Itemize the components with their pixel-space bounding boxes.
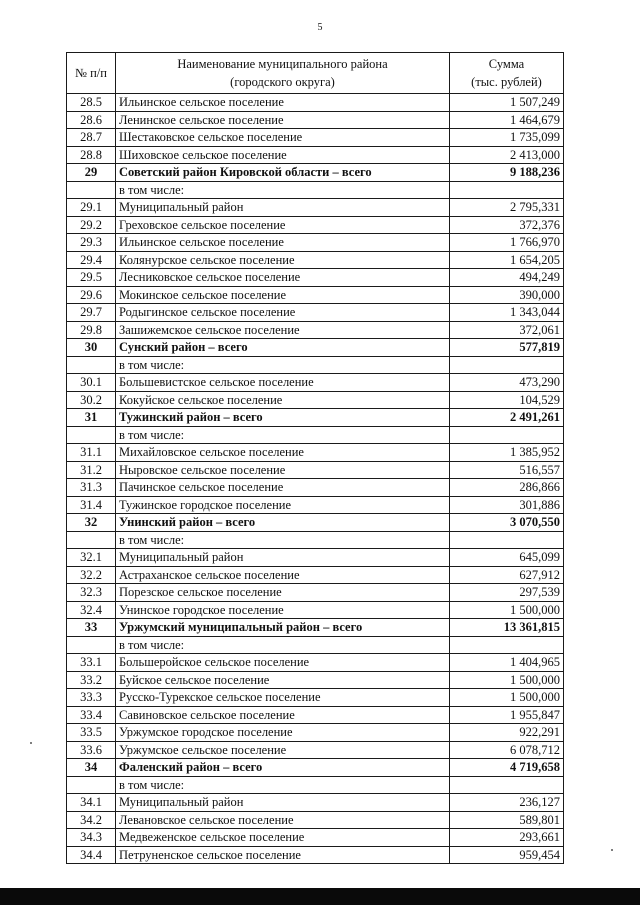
row-number: 29.3	[67, 234, 116, 252]
row-sum: 372,376	[450, 216, 564, 234]
row-name: Буйское сельское поселение	[116, 671, 450, 689]
table-row	[67, 794, 564, 812]
row-number: 29.7	[67, 304, 116, 322]
row-sum: 1 385,952	[450, 444, 564, 462]
row-sum: 13 361,815	[450, 619, 564, 637]
table-row	[67, 829, 564, 847]
row-name: Русско-Турекское сельское поселение	[116, 689, 450, 707]
row-sum: 645,099	[450, 549, 564, 567]
row-name: Сунский район – всего	[116, 339, 450, 357]
row-sum: 2 795,331	[450, 199, 564, 217]
table-row	[67, 636, 564, 654]
table-row	[67, 531, 564, 549]
header-sum-line2: (тыс. рублей)	[471, 75, 542, 89]
row-name: Ныровское сельское поселение	[116, 461, 450, 479]
row-number: 31.2	[67, 461, 116, 479]
row-name: в том числе:	[116, 531, 450, 549]
row-number: 33	[67, 619, 116, 637]
row-name: Фаленский район – всего	[116, 759, 450, 777]
row-name: Петруненское сельское поселение	[116, 846, 450, 864]
table-row	[67, 391, 564, 409]
row-sum	[450, 776, 564, 794]
row-number: 32	[67, 514, 116, 532]
row-sum: 589,801	[450, 811, 564, 829]
table-row	[67, 286, 564, 304]
table-row	[67, 549, 564, 567]
row-name: Лесниковское сельское поселение	[116, 269, 450, 287]
row-name: Астраханское сельское поселение	[116, 566, 450, 584]
row-name: Унинское городское поселение	[116, 601, 450, 619]
row-number: 29.2	[67, 216, 116, 234]
row-name: Родыгинское сельское поселение	[116, 304, 450, 322]
row-name: Уржумский муниципальный район – всего	[116, 619, 450, 637]
row-sum: 494,249	[450, 269, 564, 287]
table-row	[67, 601, 564, 619]
table-body	[67, 94, 564, 864]
table-row-total	[67, 514, 564, 532]
table-row	[67, 496, 564, 514]
row-number: 34.2	[67, 811, 116, 829]
row-sum: 372,061	[450, 321, 564, 339]
row-name: в том числе:	[116, 181, 450, 199]
row-name: в том числе:	[116, 356, 450, 374]
row-number: 33.6	[67, 741, 116, 759]
row-name: Большевистское сельское поселение	[116, 374, 450, 392]
row-name: Михайловское сельское поселение	[116, 444, 450, 462]
table-row-total	[67, 164, 564, 182]
row-name: Унинский район – всего	[116, 514, 450, 532]
row-number: 31	[67, 409, 116, 427]
row-number: 30.1	[67, 374, 116, 392]
row-sum: 1 766,970	[450, 234, 564, 252]
row-number: 28.7	[67, 129, 116, 147]
row-sum: 516,557	[450, 461, 564, 479]
table-row	[67, 741, 564, 759]
table-row	[67, 251, 564, 269]
row-number: 34.3	[67, 829, 116, 847]
row-sum: 2 491,261	[450, 409, 564, 427]
row-number: 29.5	[67, 269, 116, 287]
row-number: 33.5	[67, 724, 116, 742]
header-name	[116, 53, 450, 94]
header-name-line2: (городского округа)	[230, 75, 335, 89]
row-number: 33.3	[67, 689, 116, 707]
row-name: Ильинское сельское поселение	[116, 234, 450, 252]
row-number: 33.4	[67, 706, 116, 724]
row-sum: 1 955,847	[450, 706, 564, 724]
row-sum: 627,912	[450, 566, 564, 584]
table-row	[67, 146, 564, 164]
row-name: Колянурское сельское поселение	[116, 251, 450, 269]
table-row	[67, 689, 564, 707]
row-number: 34.1	[67, 794, 116, 812]
table-row	[67, 356, 564, 374]
row-number	[67, 426, 116, 444]
table-row	[67, 461, 564, 479]
row-name: Муниципальный район	[116, 549, 450, 567]
row-number: 29	[67, 164, 116, 182]
row-sum: 4 719,658	[450, 759, 564, 777]
table-row	[67, 706, 564, 724]
row-sum: 301,886	[450, 496, 564, 514]
row-name: Ленинское сельское поселение	[116, 111, 450, 129]
row-number: 34.4	[67, 846, 116, 864]
row-number	[67, 636, 116, 654]
row-sum: 236,127	[450, 794, 564, 812]
row-sum	[450, 531, 564, 549]
table-row	[67, 566, 564, 584]
row-number: 34	[67, 759, 116, 777]
row-name: Савиновское сельское поселение	[116, 706, 450, 724]
header-row	[67, 53, 564, 94]
row-sum: 6 078,712	[450, 741, 564, 759]
row-number: 32.4	[67, 601, 116, 619]
row-number: 29.4	[67, 251, 116, 269]
row-sum: 1 500,000	[450, 689, 564, 707]
row-number: 28.8	[67, 146, 116, 164]
row-sum: 1 500,000	[450, 671, 564, 689]
row-sum: 1 507,249	[450, 94, 564, 112]
row-name: Кокуйское сельское поселение	[116, 391, 450, 409]
row-name: Уржумское городское поселение	[116, 724, 450, 742]
row-sum: 922,291	[450, 724, 564, 742]
row-sum	[450, 181, 564, 199]
table-row	[67, 216, 564, 234]
row-number: 29.8	[67, 321, 116, 339]
row-number: 32.1	[67, 549, 116, 567]
row-name: в том числе:	[116, 636, 450, 654]
row-sum: 1 343,044	[450, 304, 564, 322]
row-number: 28.5	[67, 94, 116, 112]
table-row	[67, 811, 564, 829]
scan-edge-bar	[0, 888, 640, 905]
row-sum: 1 735,099	[450, 129, 564, 147]
row-number: 28.6	[67, 111, 116, 129]
table-row	[67, 129, 564, 147]
row-sum: 286,866	[450, 479, 564, 497]
row-number: 31.3	[67, 479, 116, 497]
row-sum: 1 500,000	[450, 601, 564, 619]
scan-speck	[30, 742, 32, 744]
table-row	[67, 234, 564, 252]
row-number: 29.1	[67, 199, 116, 217]
table-row	[67, 426, 564, 444]
row-name: в том числе:	[116, 426, 450, 444]
row-number: 32.2	[67, 566, 116, 584]
row-number	[67, 531, 116, 549]
row-sum: 1 654,205	[450, 251, 564, 269]
header-sum-line1: Сумма	[488, 57, 525, 71]
row-sum: 577,819	[450, 339, 564, 357]
table-row	[67, 304, 564, 322]
row-sum: 1 464,679	[450, 111, 564, 129]
row-name: Тужинское городское поселение	[116, 496, 450, 514]
row-sum	[450, 426, 564, 444]
row-name: Уржумское сельское поселение	[116, 741, 450, 759]
row-name: Пачинское сельское поселение	[116, 479, 450, 497]
table-row	[67, 846, 564, 864]
scan-speck	[611, 849, 613, 851]
header-number: № п/п	[67, 53, 116, 94]
table-row	[67, 94, 564, 112]
row-name: Ильинское сельское поселение	[116, 94, 450, 112]
row-name: Левановское сельское поселение	[116, 811, 450, 829]
table-row-total	[67, 339, 564, 357]
row-name: Порезское сельское поселение	[116, 584, 450, 602]
table-row	[67, 374, 564, 392]
row-sum: 104,529	[450, 391, 564, 409]
row-name: Большеройское сельское поселение	[116, 654, 450, 672]
table-row	[67, 111, 564, 129]
row-number	[67, 776, 116, 794]
table-row	[67, 776, 564, 794]
row-number	[67, 181, 116, 199]
row-number: 30	[67, 339, 116, 357]
budget-table	[66, 52, 564, 864]
row-sum: 3 070,550	[450, 514, 564, 532]
table-row	[67, 199, 564, 217]
row-sum: 2 413,000	[450, 146, 564, 164]
row-name: Муниципальный район	[116, 199, 450, 217]
row-number: 30.2	[67, 391, 116, 409]
row-sum: 293,661	[450, 829, 564, 847]
row-number: 29.6	[67, 286, 116, 304]
row-name: Зашижемское сельское поселение	[116, 321, 450, 339]
table-row	[67, 444, 564, 462]
table-row	[67, 584, 564, 602]
row-number: 33.1	[67, 654, 116, 672]
row-sum: 473,290	[450, 374, 564, 392]
table-row	[67, 654, 564, 672]
row-sum: 390,000	[450, 286, 564, 304]
table-row	[67, 724, 564, 742]
row-sum	[450, 636, 564, 654]
row-number: 31.1	[67, 444, 116, 462]
row-name: Греховское сельское поселение	[116, 216, 450, 234]
header-name-line1: Наименование муниципального района	[177, 57, 388, 71]
row-sum: 959,454	[450, 846, 564, 864]
table-row	[67, 479, 564, 497]
row-name: Мокинское сельское поселение	[116, 286, 450, 304]
table-row-total	[67, 619, 564, 637]
row-number: 32.3	[67, 584, 116, 602]
row-sum: 297,539	[450, 584, 564, 602]
table-row-total	[67, 409, 564, 427]
row-number: 33.2	[67, 671, 116, 689]
row-number: 31.4	[67, 496, 116, 514]
row-name: Муниципальный район	[116, 794, 450, 812]
row-number	[67, 356, 116, 374]
row-name: Медвеженское сельское поселение	[116, 829, 450, 847]
table-row	[67, 671, 564, 689]
row-sum	[450, 356, 564, 374]
row-name: Советский район Кировской области – всего	[116, 164, 450, 182]
table-header	[67, 53, 564, 94]
row-name: Шиховское сельское поселение	[116, 146, 450, 164]
table-row	[67, 181, 564, 199]
row-name: в том числе:	[116, 776, 450, 794]
table-row	[67, 321, 564, 339]
row-sum: 9 188,236	[450, 164, 564, 182]
row-sum: 1 404,965	[450, 654, 564, 672]
page-number: 5	[317, 22, 323, 33]
table-row-total	[67, 759, 564, 777]
table-row	[67, 269, 564, 287]
header-sum	[450, 53, 564, 94]
row-name: Шестаковское сельское поселение	[116, 129, 450, 147]
row-name: Тужинский район – всего	[116, 409, 450, 427]
